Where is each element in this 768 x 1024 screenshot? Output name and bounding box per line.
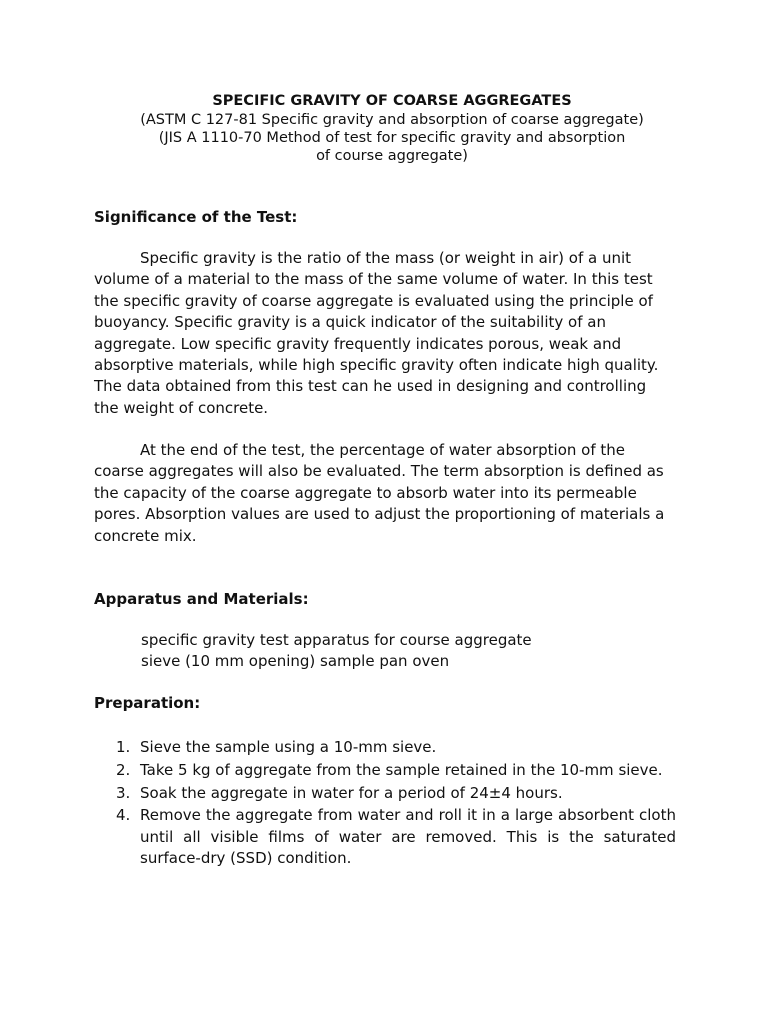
document-title: SPECIFIC GRAVITY OF COARSE AGGREGATES	[212, 93, 572, 109]
step-number: 4.	[116, 806, 131, 825]
apparatus-heading: Apparatus and Materials:	[94, 590, 309, 608]
apparatus-line-1: specific gravity test apparatus for course aggregate	[141, 631, 532, 649]
jis-reference-line-1: (JIS A 1110-70 Method of test for specific gravity and absorption	[158, 130, 626, 146]
step-number: 3.	[116, 783, 131, 802]
preparation-step	[94, 760, 676, 781]
step-text: Remove the aggregate from water and roll it in a large absorbent cloth until all visible films of water are removed. This is the saturated surface-dry (SSD) condition.	[140, 806, 676, 868]
apparatus-list	[141, 630, 701, 672]
jis-reference-line-2: of course aggregate)	[316, 148, 468, 164]
significance-paragraph-1: Specific gravity is the ratio of the mass (or weight in air) of a unit volume of a material to the mass of the same volume of water. In this test the specific gravity of coarse aggregate is evaluated using the principle of buoyancy. Specific gravity is a quick indicator of the suitability of an aggregate. Low specific gravity frequently indicates porous, weak and absorptive materials, while high specific gravity often indicate high quality. The data obtained from this test can he used in designing and controlling the weight of concrete.	[94, 249, 659, 417]
step-text: Soak the aggregate in water for a period of 24±4 hours.	[140, 783, 563, 802]
significance-paragraph-2: At the end of the test, the percentage of water absorption of the coarse aggregates will also be evaluated. The term absorption is defined as the capacity of the coarse aggregate to absorb water into its permeable pores. Absorption values are used to adjust the proportioning of materials a concrete mix.	[94, 441, 665, 545]
document-header	[94, 92, 690, 165]
significance-heading: Significance of the Test:	[94, 208, 298, 226]
step-text: Sieve the sample using a 10-mm sieve.	[140, 738, 437, 756]
preparation-step	[94, 783, 676, 804]
preparation-steps	[94, 737, 676, 871]
preparation-step	[94, 737, 676, 758]
step-number: 1.	[116, 738, 131, 756]
apparatus-line-2: sieve (10 mm opening) sample pan oven	[141, 652, 450, 670]
preparation-heading: Preparation:	[94, 694, 201, 712]
astm-reference: (ASTM C 127-81 Specific gravity and absorption of coarse aggregate)	[140, 112, 644, 128]
step-text: Take 5 kg of aggregate from the sample retained in the 10-mm sieve.	[140, 760, 663, 779]
step-number: 2.	[116, 760, 131, 779]
preparation-step	[94, 805, 676, 869]
